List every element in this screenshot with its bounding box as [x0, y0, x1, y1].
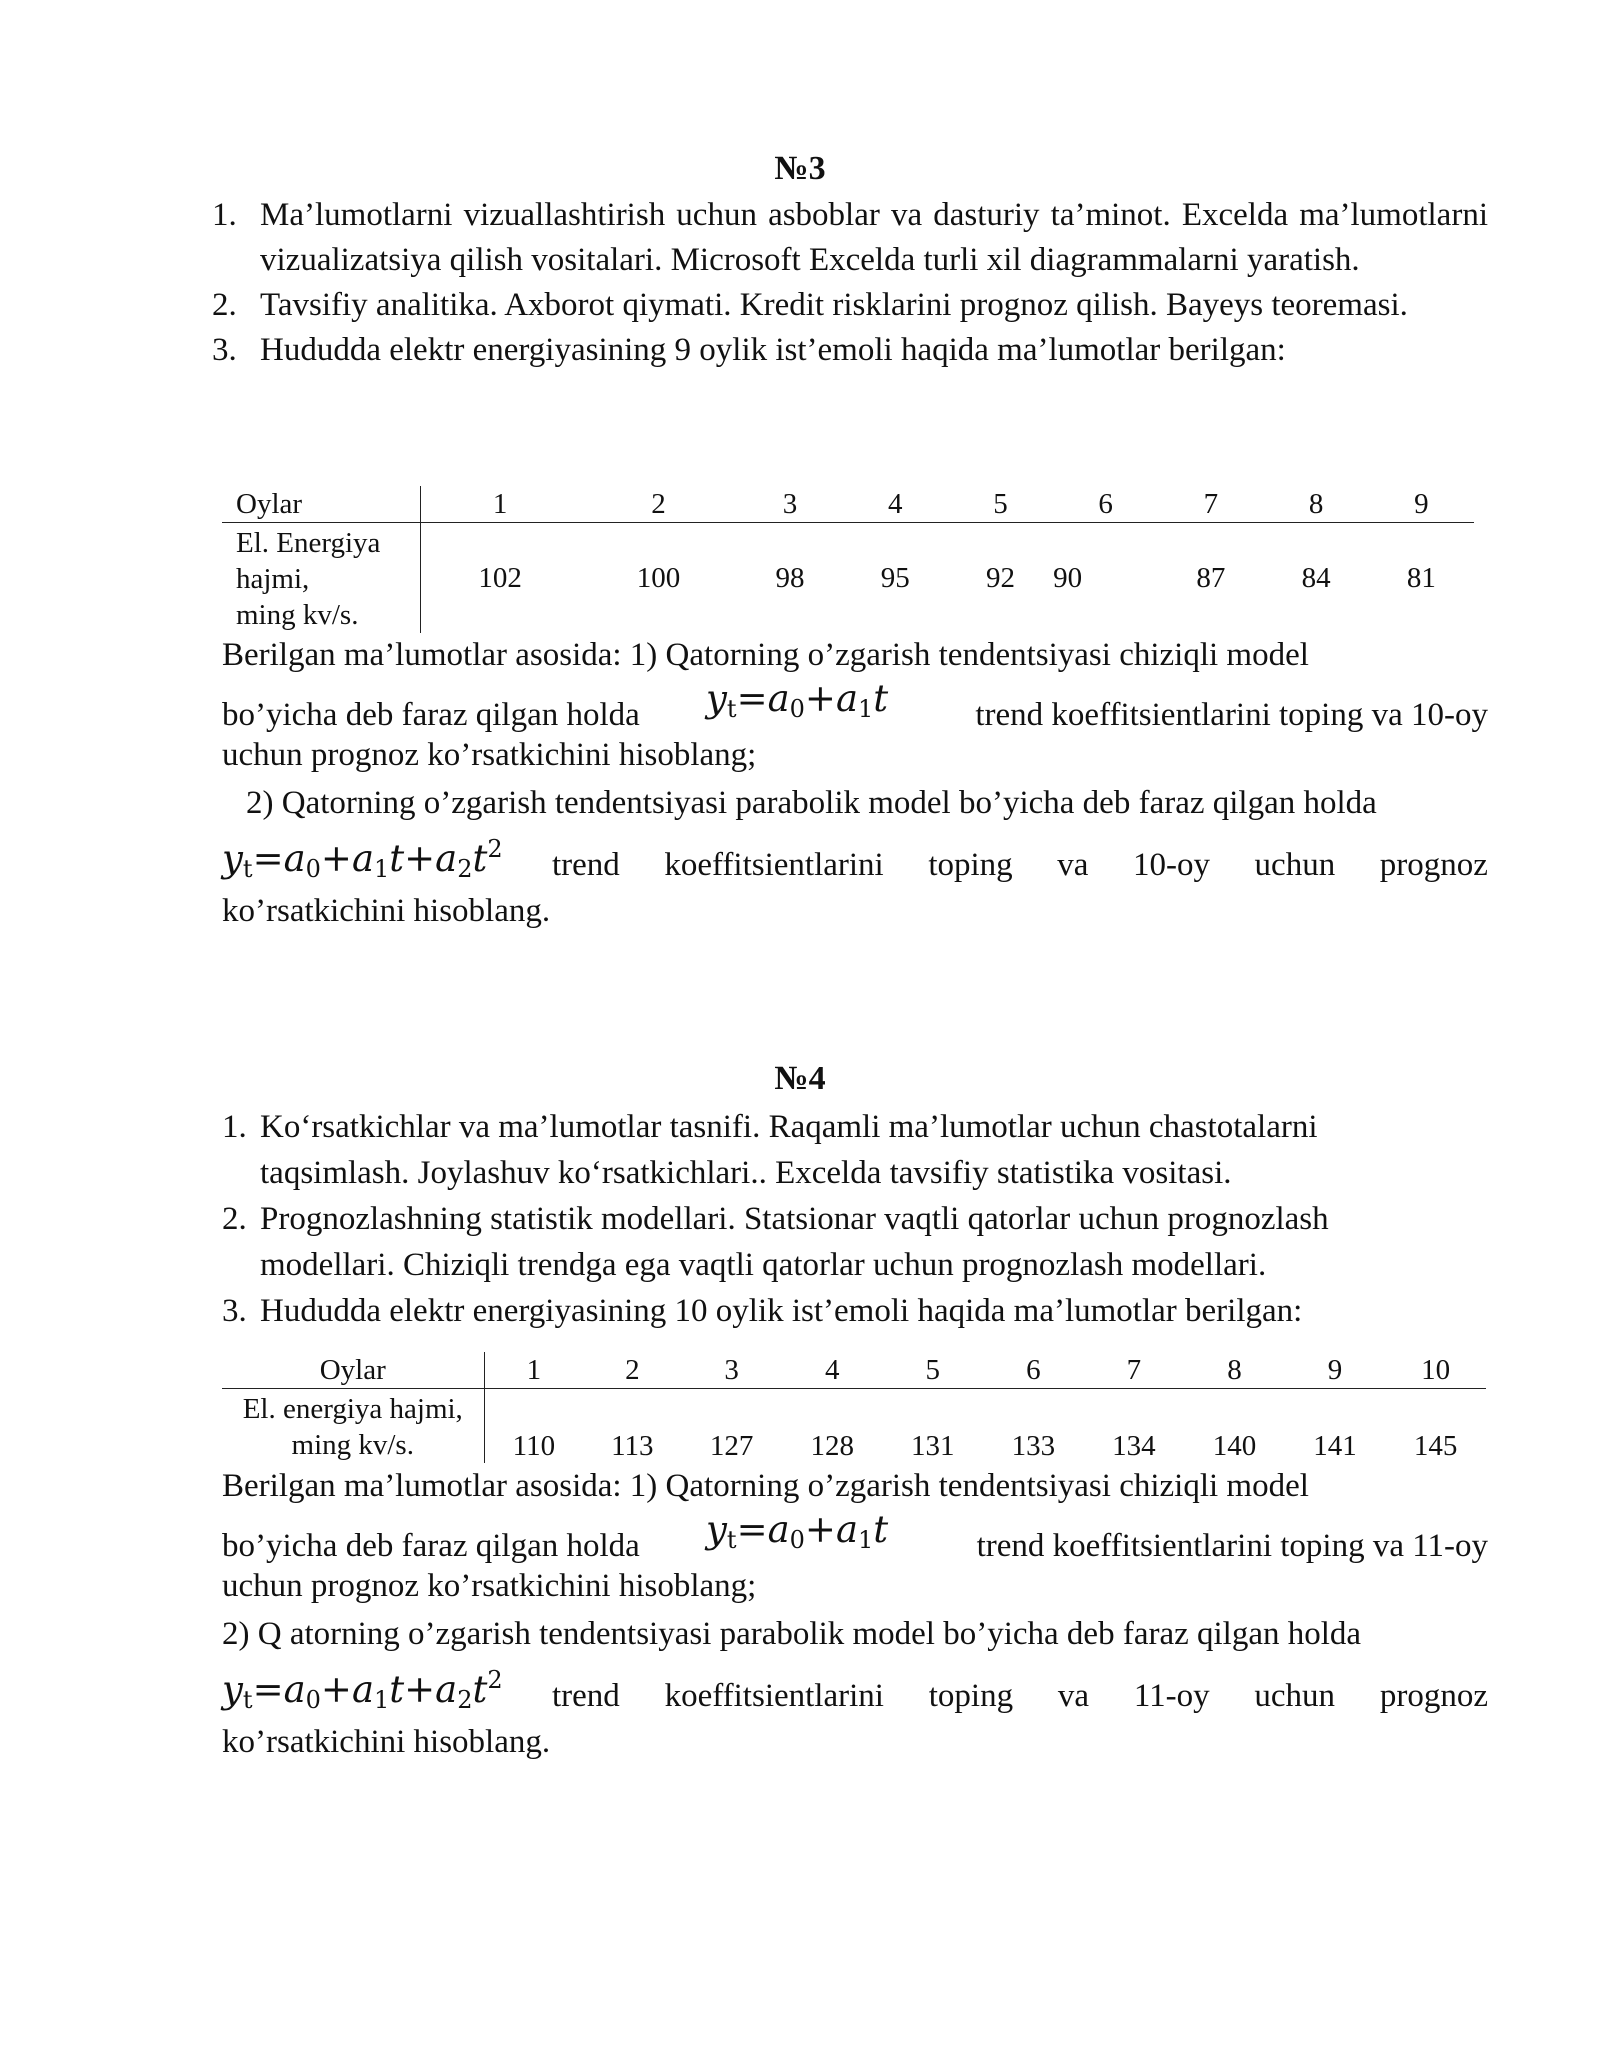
list-item-line: modellari. Chiziqli trendga ega vaqtli qatorlar uchun prognozlash modellari.: [260, 1247, 1267, 1283]
table-row: [222, 523, 1474, 634]
list-item: [212, 283, 1488, 328]
table-cell: 127: [709, 1430, 754, 1462]
list-item: [222, 1288, 1488, 1334]
section-3-tasks: [222, 631, 1488, 935]
task-2-line-2: [222, 1658, 1488, 1718]
task-1-line-1: [222, 631, 1488, 679]
list-item-line: Prognozlashning statistik modellari. Statsionar vaqtli qatorlar uchun prognozlash: [260, 1201, 1329, 1237]
task-1-line-1: [222, 1462, 1488, 1510]
table-cell: 145: [1413, 1430, 1458, 1462]
task-2-intro: 2) Q atorning o’zgarish tendentsiyasi parabolik model bo’yicha deb faraz qilgan holda: [222, 1616, 1362, 1652]
task-1-text: bo’yicha deb faraz qilgan holda: [222, 1528, 640, 1564]
list-item: [212, 193, 1488, 283]
table-cell: 90: [1053, 561, 1083, 594]
linear-trend-formula: $y_t=a_0+a_1t$: [706, 677, 889, 723]
table-cell: 140: [1212, 1430, 1257, 1462]
table-cell: 110: [512, 1430, 556, 1462]
task-1-text: bo’yicha deb faraz qilgan holda: [222, 697, 640, 733]
list-item-number: 2.: [212, 287, 237, 323]
task-2-intro: 2) Qatorning o’zgarish tendentsiyasi parabolik model bo’yicha deb faraz qilgan holda: [246, 785, 1377, 821]
table-row-label: [222, 523, 420, 634]
list-item-line: Hududda elektr energiyasining 10 oylik ist’emoli haqida ma’lumotlar berilgan:: [260, 1293, 1303, 1329]
table-header-row: [222, 486, 1474, 523]
section-4-heading: №4: [774, 1060, 826, 1097]
table-cell: 141: [1313, 1430, 1357, 1462]
task-2-words: trend koeffitsientlarini toping va 10-oy uchun prognoz: [552, 847, 1488, 883]
table-cell: 2: [583, 1352, 681, 1389]
parabolic-trend-formula: $y_t=a_0+a_1t+a_2t^2$: [222, 1666, 503, 1714]
table-cell: 113: [611, 1430, 654, 1462]
table-cell: 5: [883, 1352, 984, 1389]
list-item-number: 2.: [222, 1201, 247, 1237]
table-cell: 9: [1369, 486, 1474, 523]
table-cell: 133: [1011, 1430, 1056, 1462]
table-header-row: [222, 1352, 1486, 1389]
task-1-text: trend koeffitsientlarini toping va 11-oy: [976, 1528, 1488, 1564]
table-header-label: Oylar: [222, 1352, 484, 1389]
list-item-number: 1.: [212, 197, 237, 233]
table-cell: 7: [1084, 1352, 1185, 1389]
task-1-end: uchun prognoz ko’rsatkichini hisoblang;: [222, 1568, 757, 1604]
table-cell: 8: [1263, 486, 1368, 523]
section-4-tasks: [222, 1462, 1488, 1766]
task-1-intro: Berilgan ma’lumotlar asosida: 1) Qatorning o’zgarish tendentsiyasi chiziqli model: [222, 1468, 1309, 1504]
list-item: [222, 1104, 1488, 1196]
task-1-text: trend koeffitsientlarini toping va 10-oy: [975, 697, 1488, 733]
table-header-label: Oylar: [222, 486, 420, 523]
table-cell: 5: [948, 486, 1053, 523]
task-2-line-2: [222, 827, 1488, 887]
section-4-list: [222, 1104, 1488, 1334]
table-cell: 131: [911, 1430, 955, 1462]
table-cell: 4: [843, 486, 948, 523]
table-cell: 3: [737, 486, 842, 523]
row-label-line: ming kv/s.: [291, 1429, 414, 1461]
table-cell: 134: [1112, 1430, 1156, 1462]
row-label-line: ming kv/s.: [236, 599, 359, 631]
list-item-text: Hududda elektr energiyasining 9 oylik ist’emoli haqida ma’lumotlar berilgan:: [260, 332, 1286, 368]
row-label-line: hajmi,: [236, 563, 310, 595]
table-cell: 2: [580, 486, 738, 523]
table-cell: 95: [880, 561, 910, 594]
row-label-line: El. energiya hajmi,: [242, 1393, 463, 1425]
table-cell: 100: [636, 561, 681, 594]
table-cell: 1: [484, 1352, 583, 1389]
table-cell: 128: [810, 1430, 854, 1462]
table-cell: 10: [1385, 1352, 1486, 1389]
table-cell: 7: [1158, 486, 1263, 523]
table-cell: 6: [983, 1352, 1084, 1389]
parabolic-trend-formula: $y_t=a_0+a_1t+a_2t^2$: [222, 835, 503, 883]
list-item: [212, 328, 1488, 373]
task-1-end: uchun prognoz ko’rsatkichini hisoblang;: [222, 737, 757, 773]
table-cell: 1: [420, 486, 580, 523]
table-cell: 8: [1184, 1352, 1285, 1389]
list-item-number: 3.: [222, 1293, 247, 1329]
task-1-line-2: [222, 1510, 1488, 1564]
list-item: [222, 1196, 1488, 1288]
table-cell: 6: [1053, 486, 1158, 523]
table-row: [222, 1389, 1486, 1464]
section-3-list: [212, 193, 1488, 373]
list-item-number: 3.: [212, 332, 237, 368]
energy-table-9-months: [222, 486, 1474, 633]
table-cell: 3: [681, 1352, 782, 1389]
table-cell: 81: [1406, 561, 1436, 594]
table-cell: 102: [478, 561, 522, 594]
table-cell: 98: [775, 561, 805, 594]
list-item-text: Tavsifiy analitika. Axborot qiymati. Kredit risklarini prognoz qilish. Bayeys teoremasi.: [260, 287, 1408, 323]
energy-table-10-months: [222, 1352, 1486, 1463]
task-2-words: trend koeffitsientlarini toping va 11-oy uchun prognoz: [552, 1678, 1488, 1714]
task-1-intro: Berilgan ma’lumotlar asosida: 1) Qatorning o’zgarish tendentsiyasi chiziqli model: [222, 637, 1309, 673]
table-cell: 84: [1301, 561, 1331, 594]
linear-trend-formula: $y_t=a_0+a_1t$: [706, 1508, 889, 1554]
task-2-end: ko’rsatkichini hisoblang.: [222, 1724, 551, 1760]
list-item-line: taqsimlash. Joylashuv ko‘rsatkichlari.. Excelda tavsifiy statistika vositasi.: [260, 1155, 1232, 1191]
table-cell: 4: [782, 1352, 883, 1389]
table-cell: 87: [1196, 561, 1226, 594]
list-item-text: Ma’lumotlarni vizuallashtirish uchun asboblar va dasturiy ta’minot. Excelda ma’lumotlarni vizualizatsiya qilish vositalari. Microsoft Excelda turli xil diagrammalarni yaratish.: [260, 197, 1488, 278]
row-label-line: El. Energiya: [236, 527, 381, 559]
list-item-line: Ko‘rsatkichlar va ma’lumotlar tasnifi. Raqamli ma’lumotlar uchun chastotalarni: [260, 1109, 1318, 1145]
table-row-label: [222, 1389, 484, 1464]
task-1-line-2: [222, 679, 1488, 733]
table-cell: 92: [985, 561, 1015, 594]
list-item-number: 1.: [222, 1109, 247, 1145]
task-2-end: ko’rsatkichini hisoblang.: [222, 893, 551, 929]
table-cell: 9: [1285, 1352, 1386, 1389]
section-3-heading: №3: [774, 150, 826, 187]
